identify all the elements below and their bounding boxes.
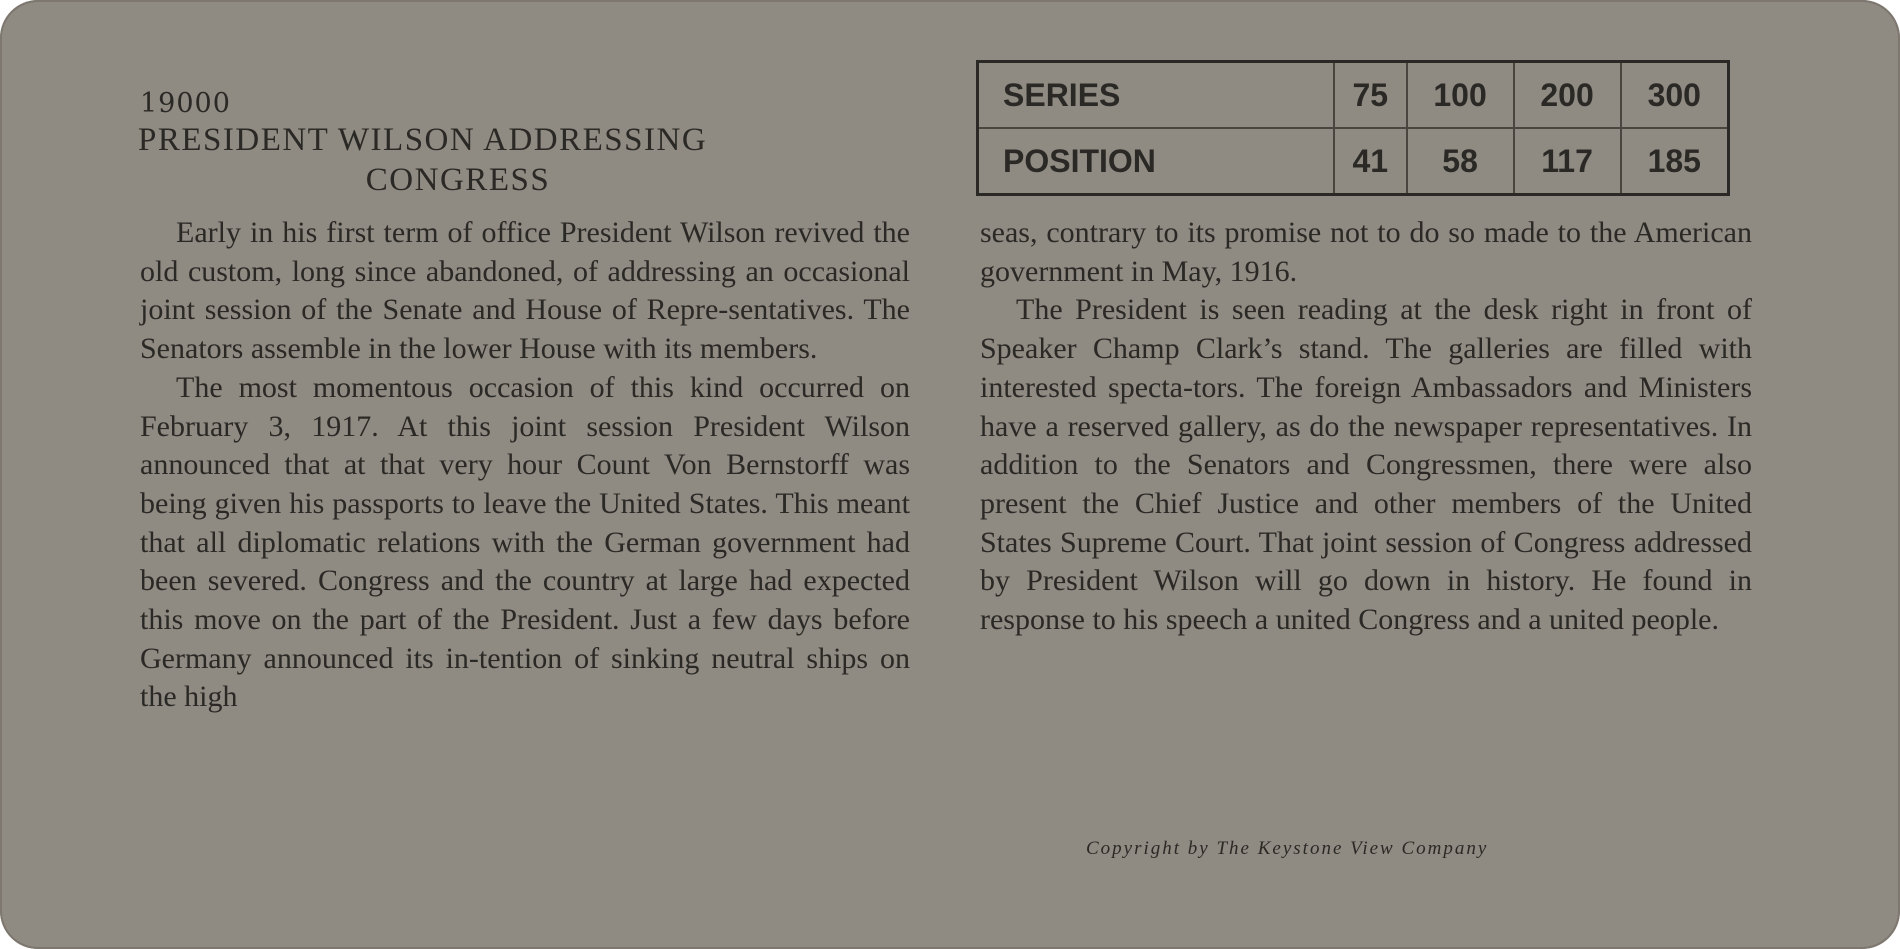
table-cell: 200: [1514, 62, 1621, 129]
view-title: [138, 120, 918, 200]
title-line-1: PRESIDENT WILSON ADDRESSING: [138, 122, 708, 158]
table-row: [978, 62, 1729, 129]
copyright-notice: Copyright by The Keystone View Company: [1086, 838, 1489, 859]
table-cell: 75: [1334, 62, 1407, 129]
table-cell: 41: [1334, 128, 1407, 195]
table-cell: 117: [1514, 128, 1621, 195]
title-line-2: CONGRESS: [365, 162, 551, 198]
table-cell: 58: [1407, 128, 1514, 195]
view-number: 19000: [140, 88, 231, 119]
table-row: [978, 128, 1729, 195]
series-position-table: [976, 60, 1730, 196]
paragraph: The President is seen reading at the desk right in front of Speaker Champ Clark’s stand. The galleries are filled with interested specta-tors. The foreign Ambassadors and Ministers have a reserved gallery, as do the newspaper representatives. In addition to the Senators and Congressmen, there were also present the Chief Justice and other members of the United States Supreme Court. That joint session of Congress addressed by President Wilson will go down in history. He found in response to his speech a united Congress and a united people.: [980, 293, 1752, 637]
table-cell: 100: [1407, 62, 1514, 129]
left-column-text: [140, 214, 910, 717]
paragraph: seas, contrary to its promise not to do so made to the American government in May, 1916.: [980, 216, 1752, 288]
table-cell: 300: [1621, 62, 1729, 129]
series-label: SERIES: [978, 62, 1335, 129]
position-label: POSITION: [1003, 142, 1156, 179]
table-cell: 185: [1621, 128, 1729, 195]
paragraph: Early in his first term of office President Wilson revived the old custom, long since abandoned, of addressing an occasional joint session of the Senate and House of Repre-sentatives. The Senators assemble in the lower House with its members.: [140, 216, 910, 366]
right-column-text: [980, 214, 1752, 640]
paragraph: The most momentous occasion of this kind occurred on February 3, 1917. At this joint session President Wilson announced that at that very hour Count Von Bernstorff was being given his passports to leave the United States. This meant that all diplomatic relations with the German government had been severed. Congress and the country at large had expected this move on the part of the President. Just a few days before Germany announced its in-tention of sinking neutral ships on the high: [140, 370, 910, 714]
